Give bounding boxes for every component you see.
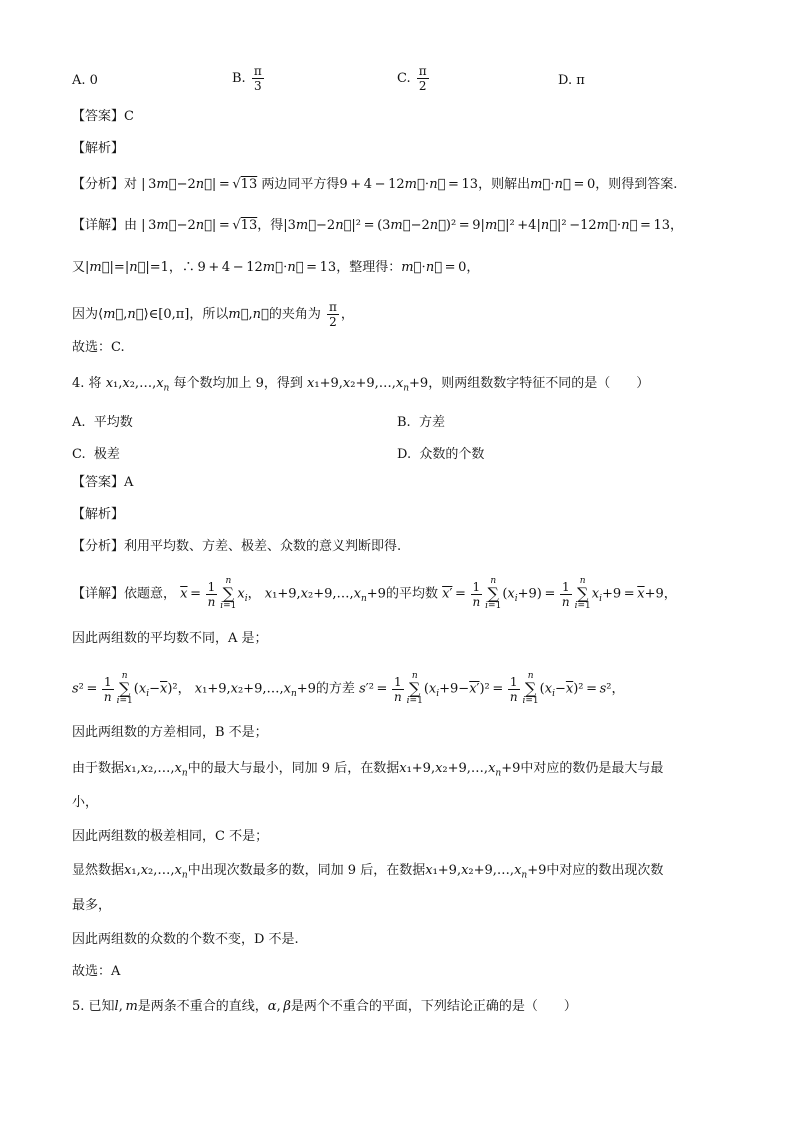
q4-concl-c: 因此两组数的极差相同，C 不是； <box>72 829 269 844</box>
q4-answer-line: 【答案】A <box>72 475 134 490</box>
q4-variance: s² = $\frac{1}{n}$ n ∑ $i=1(x_i-\overline{x})^2$， $x_1+9,x_2+9,\dots,x_n+9$的方差 s′² = $\frac{1}{n}$ n ∑ $i=1(x_i+9-x')^2$ = $\frac{1}{n}$ n ∑ $i=1(x_i-\overline{x})^2 = s^2$， <box>72 671 625 706</box>
q3-fenxi: 【分析】对 | 3m⃗−2n⃗| = √13 两边同平方得9 + 4 − 12m⃗⋅n⃗ = 13，则解出m⃗⋅n⃗ = 0，则得到答案. <box>72 177 678 192</box>
fraction-pi-over-2-angle: $\frac{\pi}{2}$ <box>329 300 337 329</box>
q4-stem: 4. 将 $x_1,x_2,\dots,x_n$ 每个数均加上 9，得到 $x_1+9,x_2+9,\dots,x_n+9$，则两组数数字特征不同的是（ ） <box>72 376 650 394</box>
q3-xiangjie: 【详解】由 | 3m⃗−2n⃗| = √13，得|3m⃗−2n⃗|² = (3m⃗−2n⃗)² = 9|m⃗|² +4|n⃗|² −12m⃗⋅n⃗ = 13， <box>72 218 684 233</box>
q4-mode-2: 最多， <box>72 898 112 913</box>
option-c: C. $\frac{\pi}{2}$ <box>397 64 427 93</box>
q4-range-2: 小， <box>72 795 99 810</box>
q4-option-b: B. 方差 <box>397 415 445 430</box>
q4-fenxi: 【分析】利用平均数、方差、极差、众数的意义判断即得. <box>72 539 402 554</box>
q4-xiangjie: 【详解】依题意， $\overline{x}$ = $\frac{1}{n}$ n ∑ $i=1x_i$， $x_1+9,x_2+9,\dots,x_n+9$的平均数 x′ = $\frac{1}{n}$ n ∑ $i=1(x_i+9)$ = $\frac{1}{n}$ n ∑ $i=1x_i+9 = \overline{x}+9$， <box>72 576 677 611</box>
q4-concl-d: 因此两组数的众数的个数不变，D 不是. <box>72 932 299 947</box>
q4-analysis-heading: 【解析】 <box>72 507 125 522</box>
q4-choice: 故选：A <box>72 964 121 979</box>
q4-option-a: A. 平均数 <box>72 415 133 430</box>
analysis-heading: 【解析】 <box>72 141 125 156</box>
option-a: A. 0 <box>72 73 98 88</box>
q3-line-yinwei: 因为⟨m⃗,n⃗⟩∈[0,π]，所以m⃗,n⃗的夹角为 $\frac{\pi}{2}$ ， <box>72 300 354 329</box>
q5-stem: 5. 已知l, m是两条不重合的直线，α, β是两个不重合的平面，下列结论正确的是（ ） <box>72 999 577 1014</box>
q3-line-you: 又|m⃗|=|n⃗|=1，∴ 9 + 4 − 12m⃗⋅n⃗ = 13，整理得：m⃗⋅n⃗ = 0， <box>72 260 480 275</box>
q4-concl-a: 因此两组数的平均数不同，A 是； <box>72 631 268 646</box>
fraction-pi-over-2: $\frac{\pi}{2}$ <box>418 64 427 93</box>
q4-range-1: 由于数据$x_1,x_2,\dots,x_n$中的最大与最小，同加 9 后，在数据$x_1+9,x_2+9,\dots,x_n+9$中对应的数仍是最大与最 <box>72 761 664 779</box>
option-d: D. π <box>558 73 585 88</box>
q4-concl-b: 因此两组数的方差相同，B 不是； <box>72 725 268 740</box>
answer-line: 【答案】C <box>72 109 134 124</box>
option-b: B. $\frac{\pi}{3}$ <box>232 64 262 93</box>
fraction-pi-over-3: $\frac{\pi}{3}$ <box>253 64 262 93</box>
q4-option-d: D. 众数的个数 <box>397 447 485 462</box>
q4-option-c: C. 极差 <box>72 447 120 462</box>
q4-mode-1: 显然数据$x_1,x_2,\dots,x_n$中出现次数最多的数，同加 9 后，在数据$x_1+9,x_2+9,\dots,x_n+9$中对应的数出现次数 <box>72 863 664 881</box>
q3-choice: 故选：C. <box>72 340 125 355</box>
